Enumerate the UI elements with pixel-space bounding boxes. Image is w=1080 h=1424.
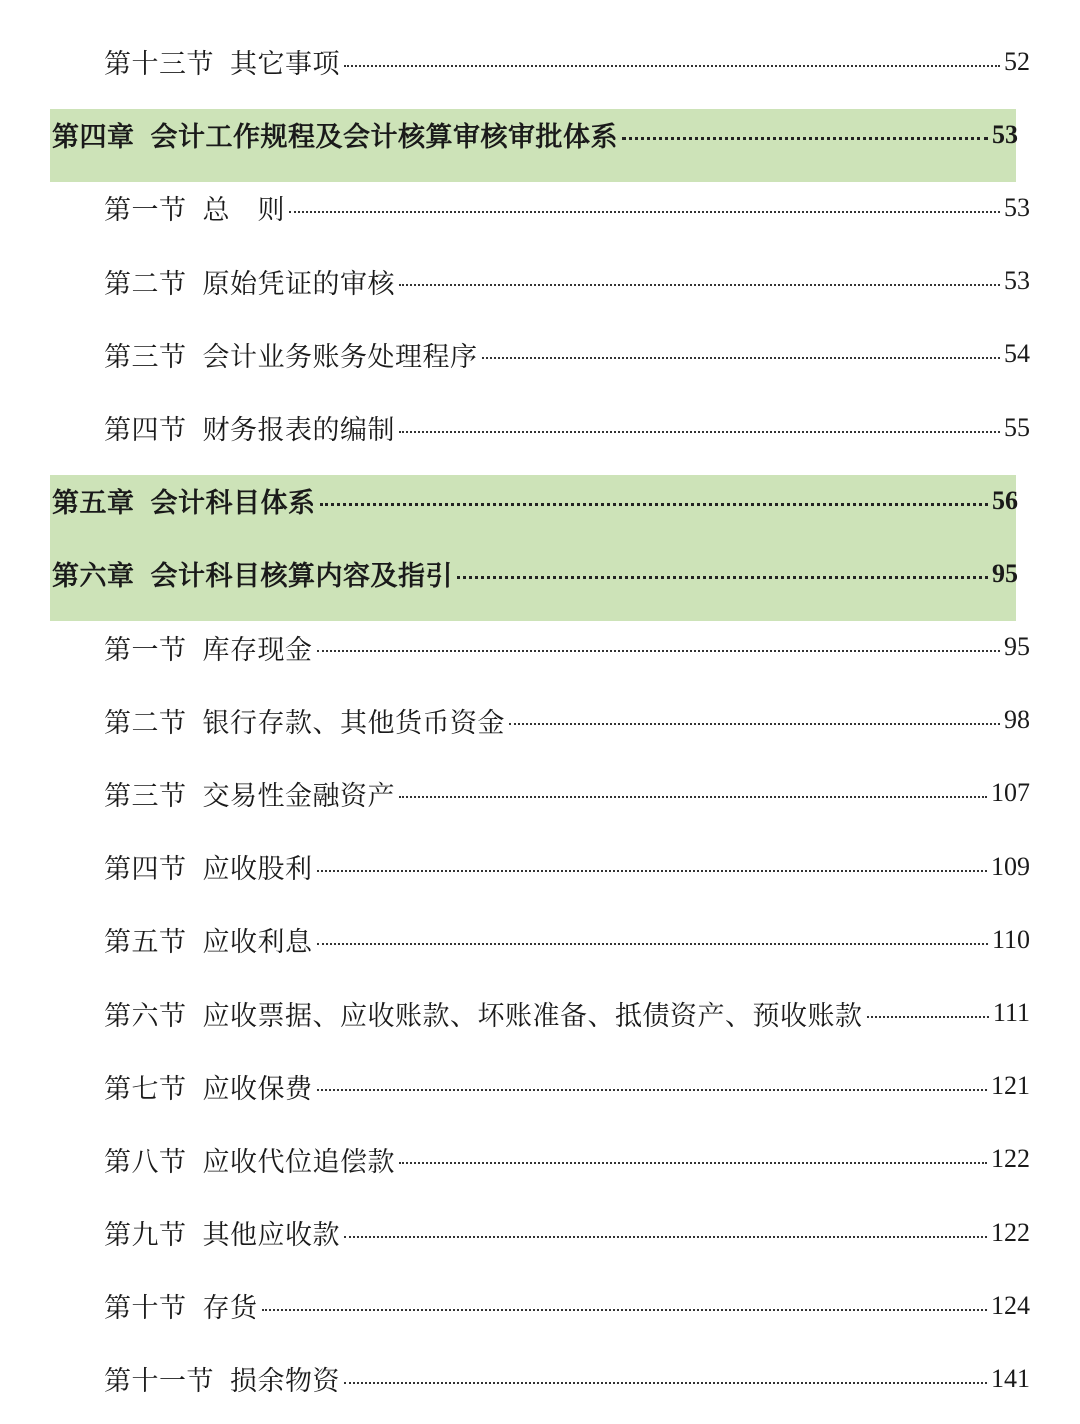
toc-entry-label: 第七节 xyxy=(104,1073,187,1105)
dot-leader xyxy=(399,1162,987,1164)
toc-entry-label: 第二节 xyxy=(104,707,187,739)
toc-entry-text: 总 则 xyxy=(202,195,285,227)
toc-entry-title xyxy=(104,847,313,886)
toc-entry[interactable] xyxy=(0,684,1080,757)
toc-entry-text: 应收利息 xyxy=(202,927,313,959)
toc-entry-page: 141 xyxy=(991,1363,1030,1393)
toc-entry-title xyxy=(104,774,395,813)
toc-entry-label: 第十节 xyxy=(104,1293,187,1325)
dot-leader xyxy=(399,284,1000,286)
toc-entry[interactable] xyxy=(0,611,1080,684)
toc-entry-text: 会计工作规程及会计核算审核审批体系 xyxy=(150,122,618,154)
dot-leader xyxy=(317,650,1001,652)
toc-entry-title xyxy=(52,115,618,154)
toc-entry-page: 53 xyxy=(1004,266,1030,296)
toc-chapter-entry[interactable] xyxy=(0,98,1080,171)
toc-entry[interactable] xyxy=(0,1123,1080,1196)
toc-entry-label: 第六章 xyxy=(52,561,135,593)
toc-entry-title xyxy=(104,42,340,81)
toc-entry-label: 第十一节 xyxy=(104,1366,214,1398)
toc-entry-title xyxy=(104,994,863,1033)
dot-leader xyxy=(289,211,1000,213)
dot-leader xyxy=(399,431,1000,433)
toc-entry[interactable] xyxy=(0,391,1080,464)
dot-leader xyxy=(344,65,1000,67)
toc-entry-page: 111 xyxy=(992,998,1030,1028)
dot-leader xyxy=(622,137,988,140)
toc-entry-label: 第一节 xyxy=(104,634,187,666)
toc-entry[interactable] xyxy=(0,757,1080,830)
toc-entry-text: 会计业务账务处理程序 xyxy=(202,341,478,373)
toc-entry[interactable] xyxy=(0,1342,1080,1415)
toc-entry-label: 第二节 xyxy=(104,268,187,300)
toc-entry-title xyxy=(104,1359,340,1398)
toc-entry-text: 库存现金 xyxy=(202,634,313,666)
dot-leader xyxy=(320,503,989,506)
toc-entry-label: 第四节 xyxy=(104,415,187,447)
toc-entry-title xyxy=(104,701,505,740)
toc-entry-page: 98 xyxy=(1004,705,1030,735)
toc-entry-page: 107 xyxy=(991,778,1030,808)
toc-entry[interactable] xyxy=(0,25,1080,98)
toc-entry-text: 会计科目核算内容及指引 xyxy=(150,561,453,593)
toc-entry[interactable] xyxy=(0,976,1080,1049)
dot-leader xyxy=(317,943,988,945)
toc-entry-text: 应收保费 xyxy=(202,1073,313,1105)
dot-leader xyxy=(509,723,1000,725)
dot-leader xyxy=(344,1382,987,1384)
toc-entry-page: 95 xyxy=(1004,632,1030,662)
toc-entry-label: 第三节 xyxy=(104,341,187,373)
toc-entry-text: 交易性金融资产 xyxy=(202,780,395,812)
toc-entry-page: 53 xyxy=(992,119,1018,149)
toc-entry-title xyxy=(104,1286,258,1325)
toc-entry-page: 55 xyxy=(1004,412,1030,442)
toc-entry-label: 第十三节 xyxy=(104,49,214,81)
toc-entry-title xyxy=(104,1140,395,1179)
toc-entry-page: 121 xyxy=(991,1071,1030,1101)
toc-entry-label: 第一节 xyxy=(104,195,187,227)
toc-entry[interactable] xyxy=(0,318,1080,391)
toc-entry-title xyxy=(104,408,395,447)
toc-entry[interactable] xyxy=(0,171,1080,244)
toc-entry-title xyxy=(104,1213,340,1252)
toc-entry-label: 第五节 xyxy=(104,927,187,959)
toc-entry-title xyxy=(104,628,313,667)
toc-entry-text: 应收股利 xyxy=(202,854,313,886)
toc-entry-label: 第九节 xyxy=(104,1220,187,1252)
toc-entry-text: 原始凭证的审核 xyxy=(202,268,395,300)
toc-entry-text: 其他应收款 xyxy=(202,1220,340,1252)
toc-entry-label: 第四节 xyxy=(104,854,187,886)
toc-entry-text: 其它事项 xyxy=(230,49,340,81)
toc-entry-page: 95 xyxy=(992,558,1018,588)
dot-leader xyxy=(399,796,987,798)
toc-entry-page: 53 xyxy=(1004,192,1030,222)
toc-chapter-entry[interactable] xyxy=(0,537,1080,610)
toc-entry-page: 124 xyxy=(991,1290,1030,1320)
toc-chapter-entry[interactable] xyxy=(0,464,1080,537)
toc-entry[interactable] xyxy=(0,1050,1080,1123)
toc-entry[interactable] xyxy=(0,1196,1080,1269)
toc-entry[interactable] xyxy=(0,1269,1080,1342)
toc-entry-label: 第六节 xyxy=(104,1000,187,1032)
table-of-contents xyxy=(0,25,1080,1416)
toc-entry-page: 122 xyxy=(991,1144,1030,1174)
dot-leader xyxy=(867,1016,989,1018)
toc-entry[interactable] xyxy=(0,830,1080,903)
toc-entry-title xyxy=(52,481,316,520)
toc-entry-title xyxy=(104,262,395,301)
toc-entry-label: 第四章 xyxy=(52,122,135,154)
toc-entry-label: 第五章 xyxy=(52,488,135,520)
toc-entry-page: 110 xyxy=(991,924,1030,954)
dot-leader xyxy=(262,1309,988,1311)
dot-leader xyxy=(457,576,988,579)
toc-entry-text: 应收代位追偿款 xyxy=(202,1146,395,1178)
toc-entry-text: 财务报表的编制 xyxy=(202,415,395,447)
toc-entry-title xyxy=(104,188,285,227)
toc-entry-title xyxy=(104,920,313,959)
toc-entry[interactable] xyxy=(0,903,1080,976)
toc-entry-label: 第八节 xyxy=(104,1146,187,1178)
toc-entry-title xyxy=(104,335,478,374)
toc-entry-text: 银行存款、其他货币资金 xyxy=(202,707,505,739)
toc-entry-text: 会计科目体系 xyxy=(150,488,316,520)
toc-entry-page: 109 xyxy=(991,851,1030,881)
toc-entry-label: 第三节 xyxy=(104,780,187,812)
toc-entry-page: 56 xyxy=(992,485,1018,515)
toc-entry-text: 应收票据、应收账款、坏账准备、抵债资产、预收账款 xyxy=(202,1000,863,1032)
dot-leader xyxy=(317,1089,988,1091)
toc-entry-title xyxy=(104,1067,313,1106)
dot-leader xyxy=(344,1236,987,1238)
toc-entry-page: 54 xyxy=(1004,339,1030,369)
dot-leader xyxy=(482,357,1001,359)
toc-entry-page: 122 xyxy=(991,1217,1030,1247)
toc-entry[interactable] xyxy=(0,245,1080,318)
dot-leader xyxy=(317,870,988,872)
toc-entry-page: 52 xyxy=(1004,46,1030,76)
toc-entry-title xyxy=(52,554,453,593)
toc-entry-text: 存货 xyxy=(202,1293,258,1325)
toc-entry-text: 损余物资 xyxy=(230,1366,340,1398)
